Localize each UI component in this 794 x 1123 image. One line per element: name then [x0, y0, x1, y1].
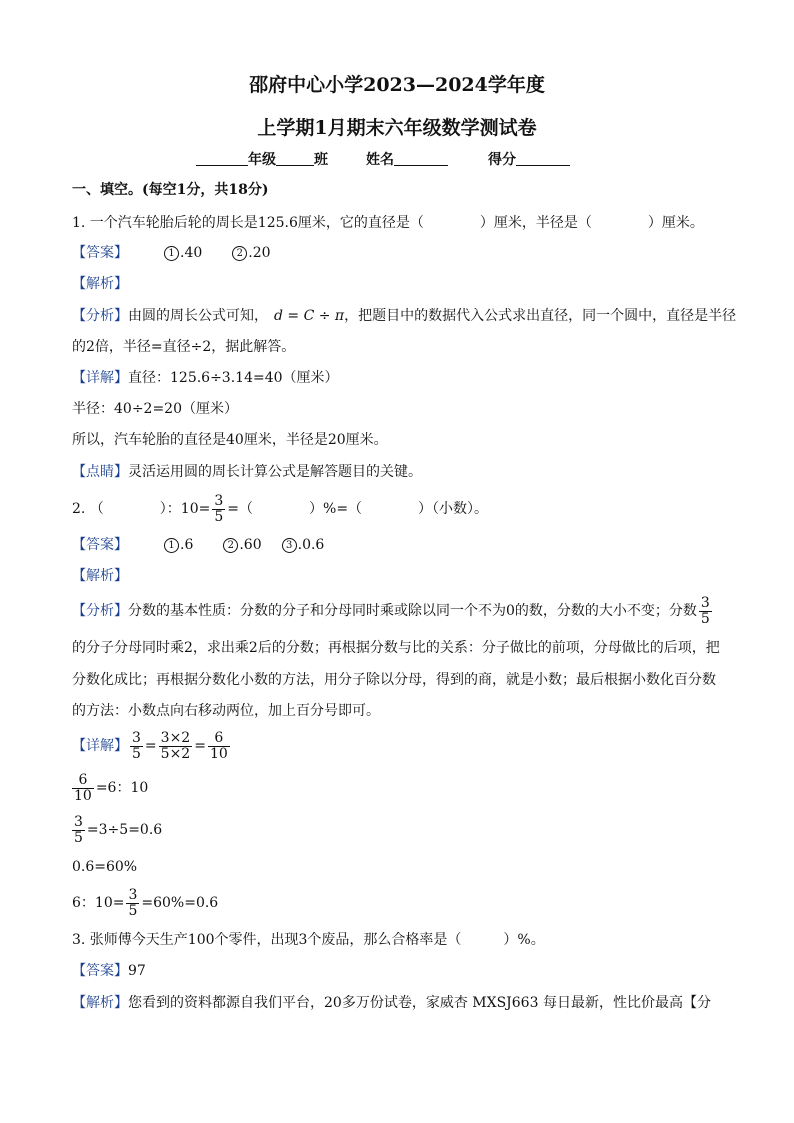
- q2-detail-step1: 【详解】 $\frac{3}{5}$ = $\frac{3\times 2}{5\times 2}$ = $\frac{6}{10}$: [72, 729, 228, 762]
- fenxi-text-b: ，把题目中的数据代入公式求出直径，同一个圆中，直径是半径: [344, 308, 737, 324]
- circumference-formula: d = C ÷ π: [274, 308, 345, 324]
- circled-number-1: 1: [164, 538, 179, 553]
- student-info-row: [196, 150, 570, 170]
- detail-text: 直径：125.6÷3.14=40（厘米）: [128, 370, 339, 386]
- circled-number-3: 3: [282, 538, 297, 553]
- q1-fenxi-line1: [72, 306, 736, 326]
- q1-detail-line2: 半径：40÷2=20（厘米）: [72, 401, 238, 417]
- q1-answer-1: .40: [180, 245, 203, 261]
- q2-answer-3: .0.6: [297, 537, 325, 553]
- q1-answer-row: [72, 243, 271, 263]
- q2-text-b: =（ ）%=（ ）（小数）。: [227, 501, 489, 517]
- q3-answer: 97: [128, 963, 146, 979]
- fraction-3-5: $\frac{3}{5}$: [214, 492, 224, 525]
- fenxi-text-a: 分数的基本性质：分数的分子和分母同时乘或除以同一个不为0的数，分数的大小不变；分数: [128, 603, 697, 619]
- question-2: [72, 492, 488, 526]
- q2-detail-step4: 0.6=60%: [72, 859, 138, 875]
- exam-title-subject: 上学期1月期末六年级数学测试卷: [257, 117, 537, 139]
- q1-analysis-tag: 【解析】: [72, 276, 128, 292]
- analysis-tag: 【解析】: [72, 995, 128, 1011]
- q1-answer-2: .20: [248, 245, 271, 261]
- tip-tag: 【点睛】: [72, 464, 128, 480]
- q1-detail-line3: 所以，汽车轮胎的直径是40厘米，半径是20厘米。: [72, 432, 388, 448]
- q3-analysis-text: 您看到的资料都源自我们平台，20多万份试卷，家威杏 MXSJ663 每日最新，性比价最高【分: [128, 995, 711, 1011]
- q2-detail-step5: 6：10= $\frac{3}{5}$ =60%=0.6: [72, 886, 219, 919]
- q1-detail-line1: [72, 368, 339, 388]
- score-label: 得分: [488, 152, 516, 168]
- q2-answer-1: .6: [180, 537, 194, 553]
- class-label: 班: [314, 152, 328, 168]
- fenxi-tag: 【分析】: [72, 603, 128, 619]
- detail-tag: 【详解】: [72, 738, 128, 754]
- q3-analysis-row: [72, 993, 711, 1013]
- answer-tag: 【答案】: [72, 245, 128, 261]
- answer-tag: 【答案】: [72, 537, 128, 553]
- q2-analysis-tag: 【解析】: [72, 568, 128, 584]
- circled-number-1: 1: [164, 246, 179, 261]
- detail-tag: 【详解】: [72, 370, 128, 386]
- class-blank[interactable]: [276, 151, 314, 166]
- q2-answer-row: [72, 535, 324, 555]
- circled-number-2: 2: [232, 246, 247, 261]
- score-blank[interactable]: [516, 151, 570, 166]
- q2-text-a: 2. （ ）：10=: [72, 501, 211, 517]
- question-1: 1. 一个汽车轮胎后轮的周长是125.6厘米，它的直径是（ ）厘米，半径是（ ）厘米。: [72, 215, 704, 231]
- name-blank[interactable]: [394, 151, 448, 166]
- fenxi-text-a: 由圆的周长公式可知，: [128, 308, 268, 324]
- section-heading: 一、填空。(每空1分，共18分): [72, 182, 269, 198]
- circled-number-2: 2: [223, 538, 238, 553]
- name-label: 姓名: [366, 152, 394, 168]
- tip-text: 灵活运用圆的周长计算公式是解答题目的关键。: [128, 464, 422, 480]
- grade-label: 年级: [248, 152, 276, 168]
- q2-fenxi-line3: 分数化成比；再根据分数化小数的方法，用分子除以分母，得到的商，就是小数；最后根据小数化百分数: [72, 672, 716, 688]
- q2-fenxi-line2: 的分子分母同时乘2，求出乘2后的分数；再根据分数与比的关系：分子做比的前项，分母做比的后项，把: [72, 640, 720, 656]
- answer-tag: 【答案】: [72, 963, 128, 979]
- fenxi-tag: 【分析】: [72, 308, 128, 324]
- q2-answer-2: .60: [239, 537, 262, 553]
- exam-title-school: 邵府中心小学2023—2024学年度: [249, 74, 545, 96]
- q2-detail-step3: $\frac{3}{5}$ =3÷5=0.6: [74, 813, 163, 846]
- question-3: 3. 张师傅今天生产100个零件，出现3个废品，那么合格率是（ ）%。: [72, 932, 545, 948]
- q2-fenxi-line1: [72, 594, 714, 628]
- q2-detail-step2: $\frac{6}{10}$ =6：10: [74, 771, 149, 804]
- q1-fenxi-line2: 的2倍，半径=直径÷2，据此解答。: [72, 339, 296, 355]
- q1-tip: [72, 462, 422, 482]
- q3-answer-row: [72, 961, 146, 981]
- grade-blank[interactable]: [196, 151, 248, 166]
- fraction-3-5: $\frac{3}{5}$: [700, 594, 710, 627]
- q2-fenxi-line4: 的方法：小数点向右移动两位，加上百分号即可。: [72, 703, 380, 719]
